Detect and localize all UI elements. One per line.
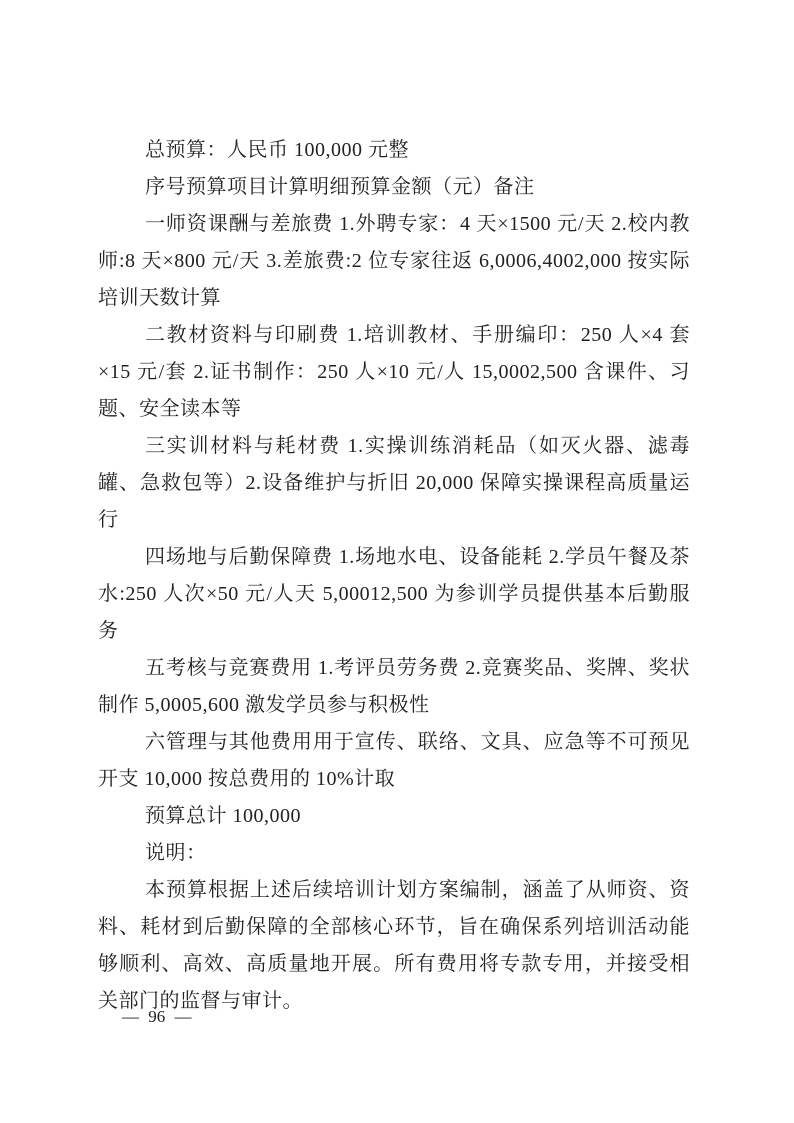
item-3-training-consumables: 三实训材料与耗材费 1.实操训练消耗品（如灭火器、滤毒罐、急救包等）2.设备维护与折旧 20,000 保障实操课程高质量运行	[98, 435, 690, 531]
table-header-line: 序号预算项目计算明细预算金额（元）备注	[145, 176, 535, 198]
notes-body: 本预算根据上述后续培训计划方案编制，涵盖了从师资、资料、耗材到后勤保障的全部核心环节，旨在确保系列培训活动能够顺利、高效、高质量地开展。所有费用将专款专用，并接受相关部门的监督与审计。	[98, 879, 690, 1012]
budget-grand-total-line: 预算总计 100,000	[145, 805, 301, 827]
item-1-faculty-and-travel: 一师资课酬与差旅费 1.外聘专家：4 天×1500 元/天 2.校内教师:8 天×800 元/天 3.差旅费:2 位专家往返 6,0006,4002,000 按实际培训天数计算	[98, 213, 690, 309]
page-number: — 96 —	[122, 1007, 192, 1026]
total-budget-line: 总预算：人民币 100,000 元整	[145, 139, 409, 161]
item-5-assessment-and-competition: 五考核与竞赛费用 1.考评员劳务费 2.竞赛奖品、奖牌、奖状制作 5,0005,600 激发学员参与积极性	[98, 657, 690, 716]
item-4-venue-and-logistics: 四场地与后勤保障费 1.场地水电、设备能耗 2.学员午餐及茶水:250 人次×50 元/人天 5,00012,500 为参训学员提供基本后勤服务	[98, 546, 690, 642]
item-2-materials-and-printing: 二教材资料与印刷费 1.培训教材、手册编印：250 人×4 套×15 元/套 2.证书制作：250 人×10 元/人 15,0002,500 含课件、习题、安全读本等	[98, 324, 690, 420]
notes-label: 说明：	[145, 842, 207, 864]
item-6-management-and-other: 六管理与其他费用用于宣传、联络、文具、应急等不可预见开支 10,000 按总费用的 10%计取	[98, 731, 690, 790]
document-body	[98, 132, 690, 1020]
